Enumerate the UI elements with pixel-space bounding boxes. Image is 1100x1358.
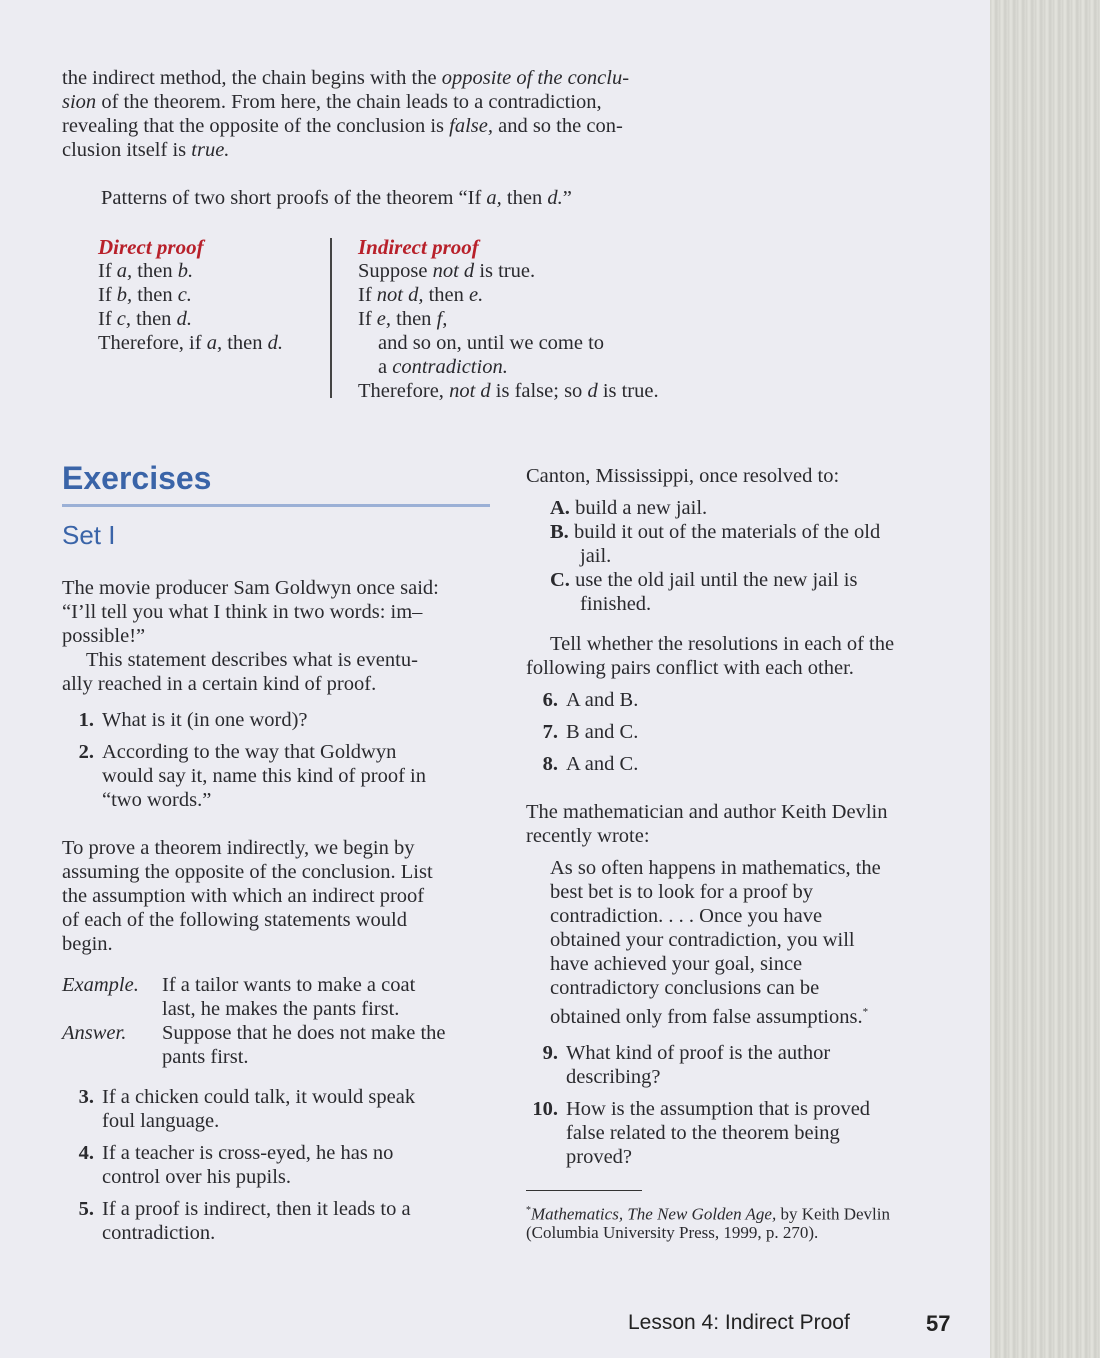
exercise-question-cont: contradiction. [102,1222,216,1244]
resolution-item: B. build it out of the materials of the old [550,521,881,543]
quote-line: contradictory conclusions can be [550,977,820,999]
exercise-question: 10. How is the assumption that is proved [532,1098,871,1120]
exercise-question: 9. What kind of proof is the author [542,1042,831,1064]
paragraph-line: “I’ll tell you what I think in two words: im– [62,601,423,623]
exercise-question: 4. If a teacher is cross-eyed, he has no [78,1142,394,1164]
paragraph-line: the assumption with which an indirect proof [62,885,425,907]
indirect-proof-step: Suppose not d is true. [358,260,536,282]
paragraph-line: ally reached in a certain kind of proof. [62,673,377,695]
book-binding-edge [990,0,1100,1358]
example-text: last, he makes the pants first. [162,998,400,1020]
exercise-question: 8. A and C. [542,753,639,775]
direct-proof-title: Direct proof [98,235,204,259]
answer-text: pants first. [162,1046,249,1068]
paragraph-line: assuming the opposite of the conclusion. List [62,861,433,883]
exercises-heading: Exercises [62,460,212,496]
answer-text: Suppose that he does not make the [162,1022,446,1044]
example-label: Example. [62,974,139,996]
quote-line: As so often happens in mathematics, the [550,857,881,879]
quote-line: obtained only from false assumptions.* [550,1005,869,1028]
exercise-question-cont: would say it, name this kind of proof in [102,765,426,787]
direct-proof-step: If c, then d. [98,308,192,330]
exercise-question: 7. B and C. [542,721,639,743]
indirect-proof-conclusion: Therefore, not d is false; so d is true. [358,380,659,402]
page-number: 57 [926,1311,951,1336]
answer-label: Answer. [62,1022,127,1044]
exercise-question: 3. If a chicken could talk, it would speak [78,1086,416,1108]
quote-line: contradiction. . . . Once you have [550,905,823,927]
paragraph-line: following pairs conflict with each other. [526,657,854,679]
direct-proof-conclusion: Therefore, if a, then d. [98,332,283,354]
paragraph-line: possible!” [62,625,146,647]
quote-line: obtained your contradiction, you will [550,929,855,951]
exercise-question-cont: describing? [566,1066,661,1088]
heading-rule [62,504,490,507]
exercise-question-cont: “two words.” [102,789,212,811]
resolution-item: A. build a new jail. [550,497,708,519]
proof-divider [330,238,332,398]
paragraph-line: recently wrote: [526,825,650,847]
exercise-question: 6. A and B. [542,689,639,711]
resolution-item-cont: finished. [580,593,652,615]
resolution-item-cont: jail. [580,545,612,567]
patterns-intro: Patterns of two short proofs of the theorem “If a, then d.” [101,187,572,209]
resolution-item: C. use the old jail until the new jail is [550,569,858,591]
intro-line: the indirect method, the chain begins with the opposite of the conclu- [62,67,630,89]
intro-line: revealing that the opposite of the conclusion is false, and so the con- [62,115,623,137]
indirect-proof-step: If e, then f, [358,308,448,330]
paragraph-line: The movie producer Sam Goldwyn once said: [62,577,439,599]
paragraph-line: of each of the following statements would [62,909,407,931]
intro-line: clusion itself is true. [62,139,230,161]
paragraph-line: Canton, Mississippi, once resolved to: [526,465,840,487]
paragraph-line: This statement describes what is eventu- [86,649,418,671]
footnote: (Columbia University Press, 1999, p. 270). [526,1223,819,1242]
quote-line: best bet is to look for a proof by [550,881,814,903]
lesson-title: Lesson 4: Indirect Proof [628,1311,850,1334]
exercise-question-cont: proved? [566,1146,633,1168]
set-heading: Set I [62,520,116,550]
intro-line: sion of the theorem. From here, the chain leads to a contradiction, [62,91,602,113]
paragraph-line: Tell whether the resolutions in each of the [550,633,895,655]
exercise-question-cont: control over his pupils. [102,1166,292,1188]
quote-line: have achieved your goal, since [550,953,803,975]
direct-proof-step: If a, then b. [98,260,194,282]
direct-proof-step: If b, then c. [98,284,192,306]
indirect-proof-step: If not d, then e. [358,284,484,306]
exercise-question: 5. If a proof is indirect, then it leads to a [78,1198,411,1220]
paragraph-line: begin. [62,933,113,955]
indirect-proof-title: Indirect proof [358,235,479,259]
footnote: *Mathematics, The New Golden Age, by Keith Devlin [526,1204,891,1224]
indirect-proof-step: and so on, until we come to [378,332,605,354]
exercise-question-cont: false related to the theorem being [566,1122,840,1144]
exercise-question: 1. What is it (in one word)? [78,709,308,731]
footnote-rule [526,1190,642,1191]
exercise-question-cont: foul language. [102,1110,220,1132]
paragraph-line: To prove a theorem indirectly, we begin by [62,837,415,859]
indirect-proof-step: a contradiction. [378,356,508,378]
paragraph-line: The mathematician and author Keith Devlin [526,801,888,823]
example-text: If a tailor wants to make a coat [162,974,416,996]
exercise-question: 2. According to the way that Goldwyn [78,741,397,763]
